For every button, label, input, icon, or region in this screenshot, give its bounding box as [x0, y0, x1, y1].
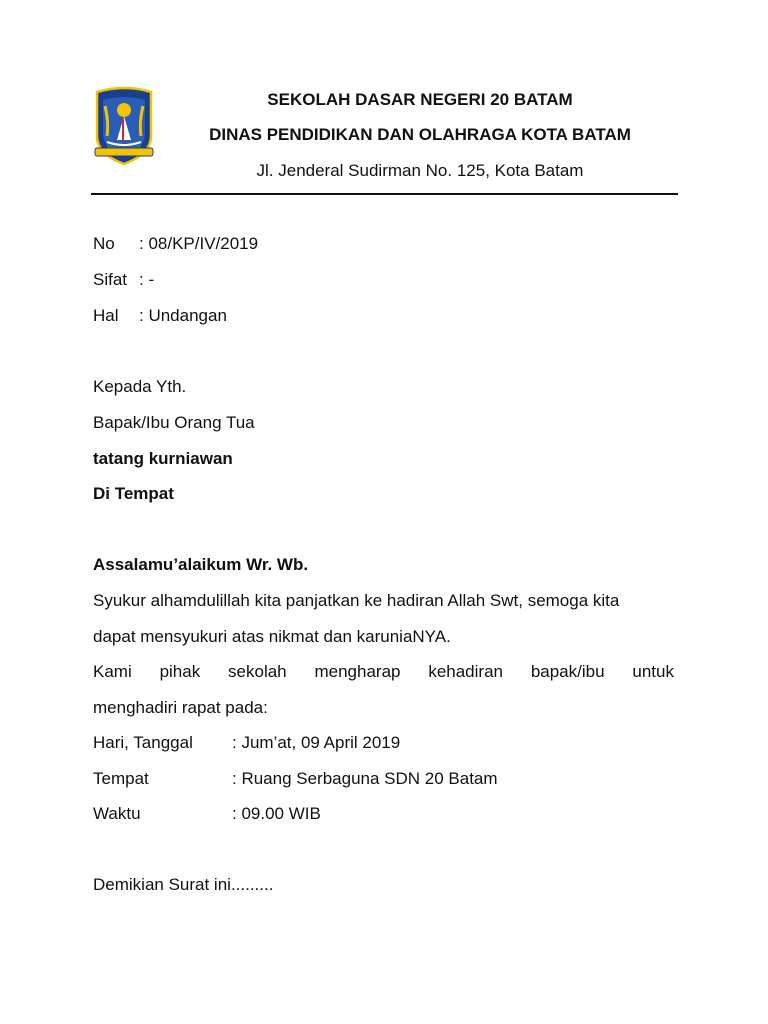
paragraph-1-line-2: dapat mensyukuri atas nikmat dan karuniaNYA.	[93, 627, 451, 646]
word: sekolah	[228, 662, 287, 681]
detail-time-value: : 09.00 WIB	[232, 804, 321, 823]
recipient-to: Kepada Yth.	[93, 377, 187, 396]
word: pihak	[159, 662, 201, 681]
crest-icon	[93, 86, 155, 166]
detail-date	[93, 733, 400, 753]
detail-place	[93, 769, 498, 789]
detail-place-label: Tempat	[93, 769, 149, 788]
recipient-place: Di Tempat	[93, 484, 174, 503]
meta-number	[93, 234, 258, 254]
detail-date-label: Hari, Tanggal	[93, 733, 193, 752]
detail-date-value: : Jum’at, 09 April 2019	[232, 733, 401, 752]
meta-nature-label: Sifat	[93, 270, 128, 289]
paragraph-1-line-1: Syukur alhamdulillah kita panjatkan ke hadiran Allah Swt, semoga kita	[93, 591, 620, 610]
word: untuk	[632, 662, 674, 681]
meta-number-label: No	[93, 234, 115, 253]
detail-time	[93, 804, 321, 824]
header-divider	[91, 193, 678, 195]
school-address: Jl. Jenderal Sudirman No. 125, Kota Batam	[256, 161, 584, 180]
department-name: DINAS PENDIDIKAN DAN OLAHRAGA KOTA BATAM	[209, 125, 631, 144]
meta-nature-value: : -	[139, 270, 155, 289]
justified-words	[93, 662, 674, 682]
meta-subject	[93, 306, 227, 326]
detail-time-label: Waktu	[93, 804, 141, 823]
recipient-name: tatang kurniawan	[93, 449, 233, 468]
paragraph-2-line-1	[93, 662, 674, 682]
closing: Demikian Surat ini.........	[93, 875, 274, 894]
paragraph-2-line-2: menghadiri rapat pada:	[93, 698, 268, 717]
detail-place-value: : Ruang Serbaguna SDN 20 Batam	[232, 769, 498, 788]
meta-subject-label: Hal	[93, 306, 119, 325]
word: kehadiran	[428, 662, 503, 681]
word: bapak/ibu	[530, 662, 605, 681]
meta-subject-value: : Undangan	[139, 306, 227, 325]
meta-nature	[93, 270, 154, 290]
school-name: SEKOLAH DASAR NEGERI 20 BATAM	[267, 90, 573, 109]
greeting: Assalamu’alaikum Wr. Wb.	[93, 555, 309, 574]
word: Kami	[93, 662, 132, 681]
meta-number-value: : 08/KP/IV/2019	[139, 234, 259, 253]
word: mengharap	[314, 662, 401, 681]
recipient-title: Bapak/Ibu Orang Tua	[93, 413, 255, 432]
